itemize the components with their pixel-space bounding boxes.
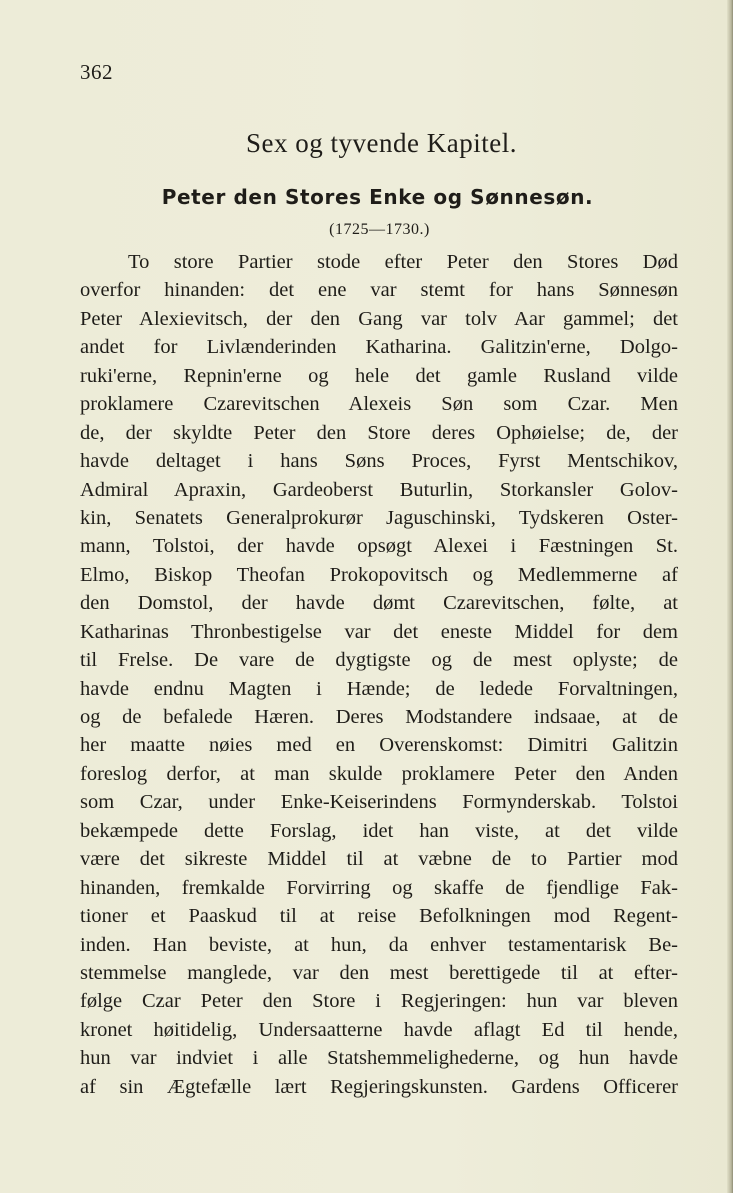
text-line: den Domstol, der havde dømt Czarevitschen, følte, at bbox=[80, 592, 678, 615]
text-line: Katharinas Thronbestigelse var det eneste Middel for dem bbox=[80, 620, 678, 643]
chapter-title: Sex og tyvende Kapitel. bbox=[246, 128, 517, 158]
text-line: hun var indviet i alle Statshemmelighederne, og hun havde bbox=[80, 1047, 678, 1070]
text-line: her maatte nøies med en Overenskomst: Dimitri Galitzin bbox=[80, 734, 678, 757]
page-number: 362 bbox=[80, 60, 113, 84]
text-line: ruki'erne, Repnin'erne og hele det gamle Rusland vilde bbox=[80, 364, 678, 387]
body-text bbox=[80, 248, 678, 1101]
text-line: de, der skyldte Peter den Store deres Ophøielse; de, der bbox=[80, 421, 678, 444]
text-line: foreslog derfor, at man skulde proklamere Peter den Anden bbox=[80, 762, 678, 785]
text-line: tioner et Paaskud til at reise Befolkningen mod Regent- bbox=[80, 905, 678, 928]
text-line: andet for Livlænderinden Katharina. Galitzin'erne, Dolgo- bbox=[80, 336, 678, 359]
text-line: stemmelse manglede, var den mest berettigede til at efter- bbox=[80, 961, 678, 984]
text-line: Peter Alexievitsch, der den Gang var tolv Aar gammel; det bbox=[80, 307, 678, 330]
text-line: inden. Han beviste, at hun, da enhver testamentarisk Be- bbox=[80, 933, 678, 956]
text-line: bekæmpede dette Forslag, idet han viste, at det vilde bbox=[80, 819, 678, 842]
text-line: havde endnu Magten i Hænde; de ledede Forvaltningen, bbox=[80, 677, 678, 700]
text-line: kronet høitidelig, Undersaatterne havde aflagt Ed til hende, bbox=[80, 1018, 678, 1041]
section-title: Peter den Stores Enke og Sønnesøn. bbox=[161, 185, 594, 209]
text-line: To store Partier stode efter Peter den Stores Død bbox=[128, 251, 678, 273]
page-edge-shadow bbox=[727, 0, 733, 1193]
text-line: havde deltaget i hans Søns Proces, Fyrst Mentschikov, bbox=[80, 450, 678, 473]
text-line: til Frelse. De vare de dygtigste og de mest oplyste; de bbox=[80, 649, 678, 672]
text-line: og de befalede Hæren. Deres Modstandere indsaae, at de bbox=[80, 706, 678, 728]
text-line: overfor hinanden: det ene var stemt for hans Sønnesøn bbox=[80, 279, 678, 302]
text-line: være det sikreste Middel til at væbne de to Partier mod bbox=[80, 848, 678, 871]
text-line: Admiral Apraxin, Gardeoberst Buturlin, Storkansler Golov- bbox=[80, 478, 678, 501]
text-line: af sin Ægtefælle lært Regjeringskunsten. Gardens Officerer bbox=[80, 1075, 678, 1098]
text-line: som Czar, under Enke-Keiserindens Formynderskab. Tolstoi bbox=[80, 791, 678, 814]
text-line: hinanden, fremkalde Forvirring og skaffe de fjendlige Fak- bbox=[80, 876, 678, 899]
section-years: (1725—1730.) bbox=[329, 221, 430, 238]
text-line: følge Czar Peter den Store i Regjeringen: hun var bleven bbox=[80, 990, 678, 1013]
text-line: kin, Senatets Generalprokurør Jaguschinski, Tydskeren Oster- bbox=[80, 506, 678, 529]
text-line: proklamere Czarevitschen Alexeis Søn som Czar. Men bbox=[80, 393, 678, 416]
text-line: Elmo, Biskop Theofan Prokopovitsch og Medlemmerne af bbox=[80, 563, 678, 586]
text-line: mann, Tolstoi, der havde opsøgt Alexei i Fæstningen St. bbox=[80, 535, 678, 558]
